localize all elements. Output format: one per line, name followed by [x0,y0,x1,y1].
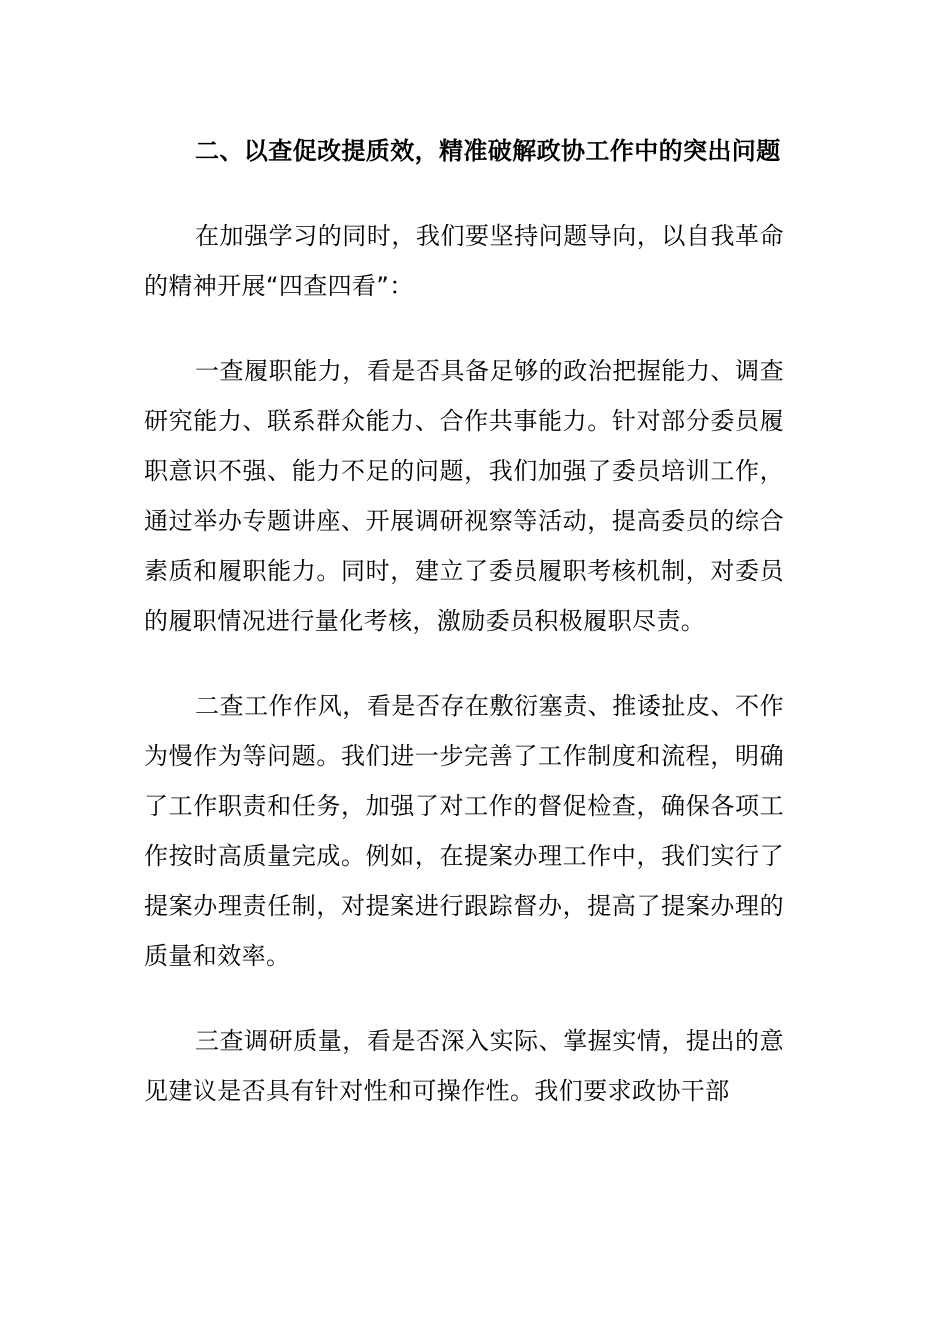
paragraph-performance-ability: 一查履职能力，看是否具备足够的政治把握能力、调查研究能力、联系群众能力、合作共事能力。针对部分委员履职意识不强、能力不足的问题，我们加强了委员培训工作，通过举办专题讲座、开展调研视察等活动，提高委员的综合素质和履职能力。同时，建立了委员履职考核机制，对委员的履职情况进行量化考核，激励委员积极履职尽责。 [144,357,784,635]
paragraph-work-style: 二查工作作风，看是否存在敷衍塞责、推诿扯皮、不作为慢作为等问题。我们进一步完善了工作制度和流程，明确了工作职责和任务，加强了对工作的督促检查，确保各项工作按时高质量完成。例如，在提案办理工作中，我们实行了提案办理责任制，对提案进行跟踪督办，提高了提案办理的质量和效率。 [144,692,784,970]
section-heading: 二、以查促改提质效，精准破解政协工作中的突出问题 [195,137,781,165]
paragraph-intro: 在加强学习的同时，我们要坚持问题导向，以自我革命的精神开展“四查四看”： [144,222,784,300]
paragraph-research-quality: 三查调研质量，看是否深入实际、掌握实情，提出的意见建议是否具有针对性和可操作性。我们要求政协干部 [144,1027,784,1105]
document-body [144,126,784,1151]
